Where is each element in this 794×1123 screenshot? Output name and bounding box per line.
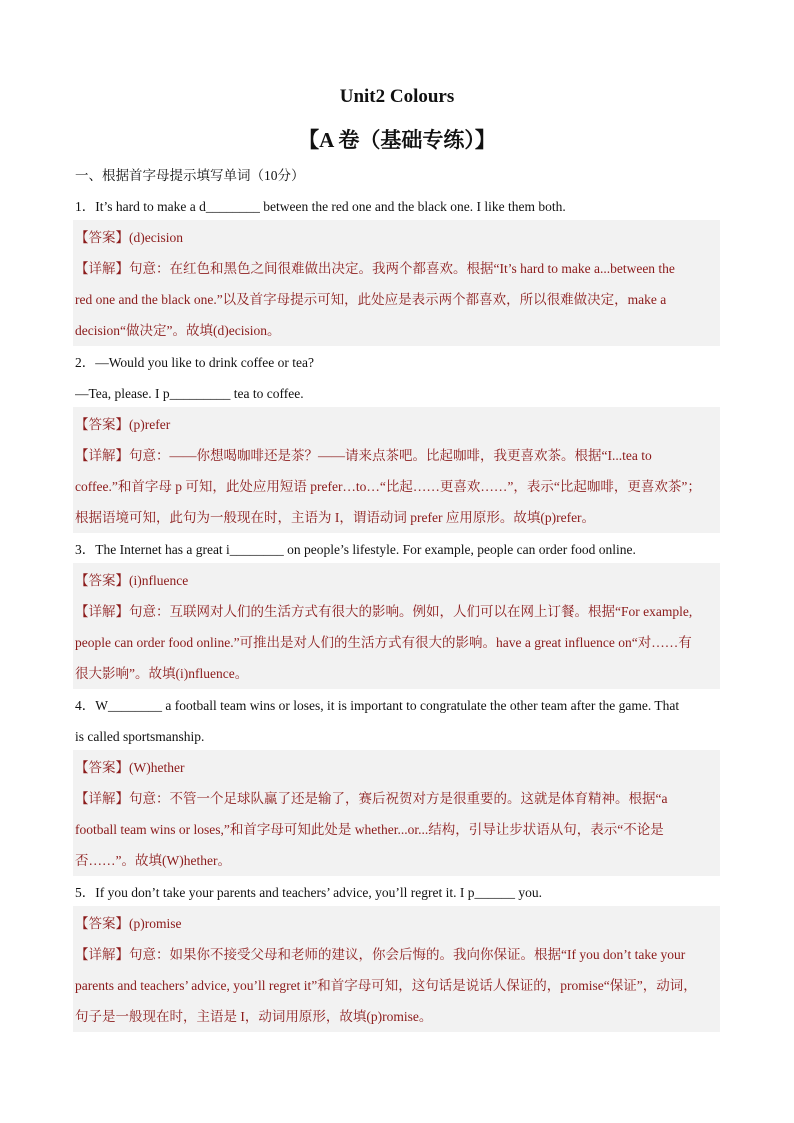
detail-1-line-1: 【详解】句意：在红色和黑色之间很难做出决定。我两个都喜欢。根据“It’s hard to make a...between the [75,261,675,276]
answer-5: 【答案】(p)romise [75,916,182,931]
question-2-line-1: 2．—Would you like to drink coffee or tea? [75,355,314,370]
question-3-line-1: 3．The Internet has a great i________ on people’s lifestyle. For example, people can order food online. [75,542,636,557]
detail-3-line-1: 【详解】句意：互联网对人们的生活方式有很大的影响。例如，人们可以在网上订餐。根据“For example, [75,604,693,619]
answer-3: 【答案】(i)nfluence [75,573,189,588]
detail-1-line-3: decision“做决定”。故填(d)ecision。 [75,323,281,338]
answer-4: 【答案】(W)hether [75,760,185,775]
detail-5-line-2: parents and teachers’ advice, you’ll regret it”和首字母可知，这句话是说话人保证的，promise“保证”，动词， [75,978,697,993]
detail-3-line-3: 很大影响”。故填(i)nfluence。 [75,666,249,681]
question-2-line-2: —Tea, please. I p_________ tea to coffee. [75,386,304,401]
page-title: Unit2 Colours [339,86,455,107]
detail-2-line-2: coffee.”和首字母 p 可知，此处应用短语 prefer…to…“比起……更喜欢……”，表示“比起咖啡，更喜欢茶”； [75,479,701,494]
question-4-line-1: 4．W________ a football team wins or loses, it is important to congratulate the other team after the game. That [75,698,680,713]
answer-1: 【答案】(d)ecision [75,230,183,245]
question-1-line-1: 1．It’s hard to make a d________ between the red one and the black one. I like them both. [75,199,566,214]
section-heading: 一、根据首字母提示填写单词（10分） [75,168,305,183]
detail-2-line-3: 根据语境可知，此句为一般现在时，主语为 I，谓语动词 prefer 应用原形。故填(p)refer。 [75,510,596,525]
question-4-line-2: is called sportsmanship. [75,729,205,744]
detail-4-line-2: football team wins or loses,”和首字母可知此处是 whether...or...结构，引导让步状语从句，表示“不论是 [75,822,664,837]
detail-5-line-3: 句子是一般现在时，主语是 I，动词用原形，故填(p)romise。 [75,1009,433,1024]
page-subtitle: 【A 卷（基础专练）】 [298,128,496,152]
detail-3-line-2: people can order food online.”可推出是对人们的生活方式有很大的影响。have a great influence on“对……有 [75,635,692,650]
detail-1-line-2: red one and the black one.”以及首字母提示可知，此处应是表示两个都喜欢，所以很难做决定，make a [75,292,667,307]
detail-2-line-1: 【详解】句意：——你想喝咖啡还是茶？——请来点茶吧。比起咖啡，我更喜欢茶。根据“I...tea to [75,448,652,463]
detail-4-line-3: 否……”。故填(W)hether。 [75,853,231,868]
question-5-line-1: 5．If you don’t take your parents and teachers’ advice, you’ll regret it. I p______ you. [75,885,542,900]
answer-2: 【答案】(p)refer [75,417,171,432]
detail-4-line-1: 【详解】句意：不管一个足球队赢了还是输了，赛后祝贺对方是很重要的。这就是体育精神。根据“a [75,791,668,806]
detail-5-line-1: 【详解】句意：如果你不接受父母和老师的建议，你会后悔的。我向你保证。根据“If you don’t take your [75,947,686,962]
